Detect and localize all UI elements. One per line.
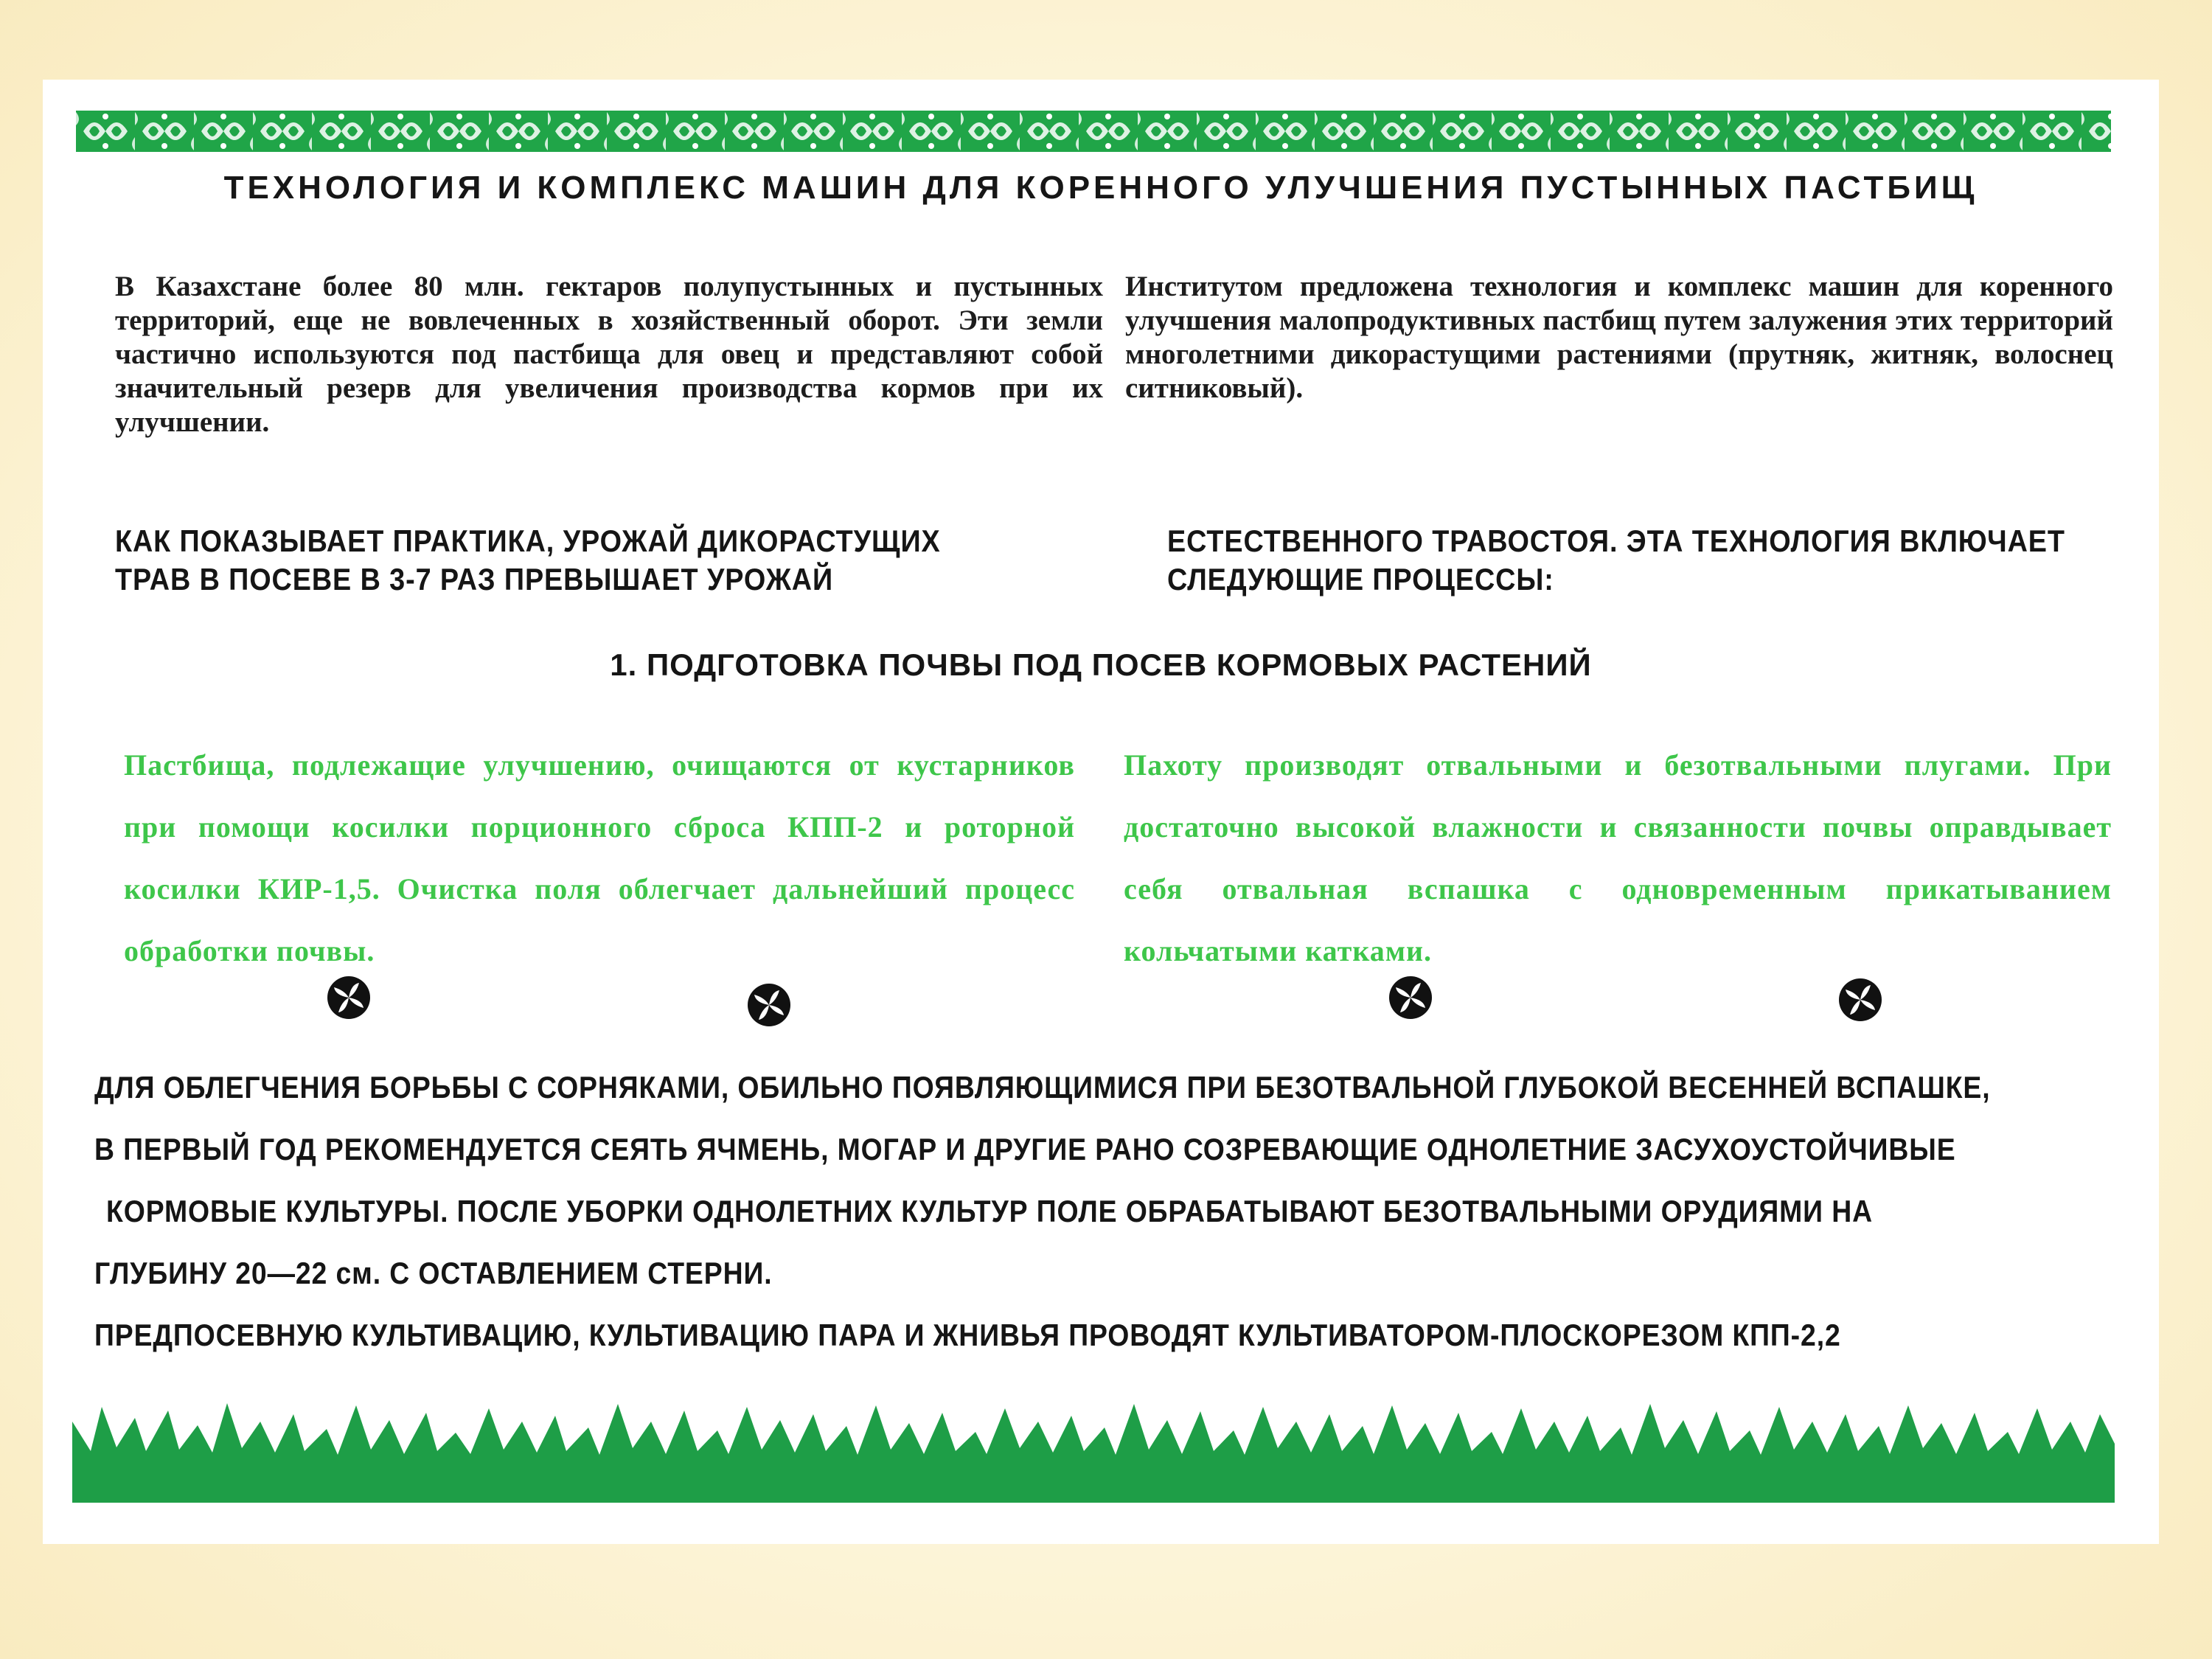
pinwheel-icon	[747, 983, 791, 1027]
pinwheel-icon	[1388, 975, 1433, 1020]
bottom-line-5: ПРЕДПОСЕВНУЮ КУЛЬТИВАЦИЮ, КУЛЬТИВАЦИЮ ПАРА И ЖНИВЬЯ ПРОВОДЯТ КУЛЬТИВАТОРОМ-ПЛОСКОРЕЗОМ КПП-2,2	[94, 1318, 1841, 1352]
section-left-paragraph: Пастбища, подлежащие улучшению, очищаются от кустарников при помощи косилки порционного сброса КПП-2 и роторной косилки КИР-1,5. Очистка поля облегчает дальнейший процесс обработки почвы.	[124, 748, 1075, 967]
intro-right-paragraph: Институтом предложена технология и комплекс машин для коренного улучшения малопродуктивных пастбищ путем залужения этих территорий многолетними дикорастущими растениями (прутняк, житняк, волоснец ситниковый).	[1125, 271, 2113, 404]
pinwheel-icon	[327, 975, 371, 1020]
bottom-line-3: КОРМОВЫЕ КУЛЬТУРЫ. ПОСЛЕ УБОРКИ ОДНОЛЕТНИХ КУЛЬТУР ПОЛЕ ОБРАБАТЫВАЮТ БЕЗОТВАЛЬНЫМИ ОРУДИЯМИ НА	[106, 1194, 1873, 1228]
grass-silhouette	[72, 1399, 2115, 1503]
section-heading: 1. ПОДГОТОВКА ПОЧВЫ ПОД ПОСЕВ КОРМОВЫХ РАСТЕНИЙ	[610, 647, 1592, 682]
intro-left-paragraph: В Казахстане более 80 млн. гектаров полупустынных и пустынных территорий, еще не вовлеченных в хозяйственный оборот. Эти земли частично используются под пастбища для овец и представляют собой значительный резерв для увеличения производства кормов при их улучшении.	[115, 271, 1103, 438]
practice-left-line1: КАК ПОКАЗЫВАЕТ ПРАКТИКА, УРОЖАЙ ДИКОРАСТУЩИХ	[115, 524, 941, 558]
poster-title: ТЕХНОЛОГИЯ И КОМПЛЕКС МАШИН ДЛЯ КОРЕННОГО УЛУЧШЕНИЯ ПУСТЫННЫХ ПАСТБИЩ	[223, 170, 1978, 206]
section-right-paragraph: Пахоту производят отвальными и безотвальными плугами. При достаточно высокой влажности и связанности почвы оправдывает себя отвальная вспашка с одновременным прикатыванием кольчатыми катками.	[1124, 748, 2112, 967]
leaf-ornament-border	[76, 111, 2111, 152]
practice-right-line1: ЕСТЕСТВЕННОГО ТРАВОСТОЯ. ЭТА ТЕХНОЛОГИЯ ВКЛЮЧАЕТ	[1167, 524, 2065, 558]
bottom-line-2: В ПЕРВЫЙ ГОД РЕКОМЕНДУЕТСЯ СЕЯТЬ ЯЧМЕНЬ, МОГАР И ДРУГИЕ РАНО СОЗРЕВАЮЩИЕ ОДНОЛЕТНИЕ ЗАСУХОУСТОЙЧИВЫЕ	[94, 1132, 1956, 1166]
practice-right	[1167, 522, 2096, 599]
practice-right-line2: СЛЕДУЮЩИЕ ПРОЦЕССЫ:	[1167, 562, 1554, 597]
pinwheel-icon	[1838, 978, 1882, 1022]
practice-left-line2: ТРАВ В ПОСЕВЕ В 3-7 РАЗ ПРЕВЫШАЕТ УРОЖАЙ	[115, 562, 834, 597]
bottom-line-4: ГЛУБИНУ 20—22 см. С ОСТАВЛЕНИЕМ СТЕРНИ.	[94, 1256, 773, 1290]
bottom-text-block	[94, 1057, 2107, 1366]
poster-page	[43, 80, 2159, 1544]
practice-left	[115, 522, 1044, 599]
bottom-line-1: ДЛЯ ОБЛЕГЧЕНИЯ БОРЬБЫ С СОРНЯКАМИ, ОБИЛЬНО ПОЯВЛЯЮЩИМИСЯ ПРИ БЕЗОТВАЛЬНОЙ ГЛУБОКОЙ ВЕСЕННЕЙ ВСПАШКЕ,	[94, 1070, 1991, 1105]
